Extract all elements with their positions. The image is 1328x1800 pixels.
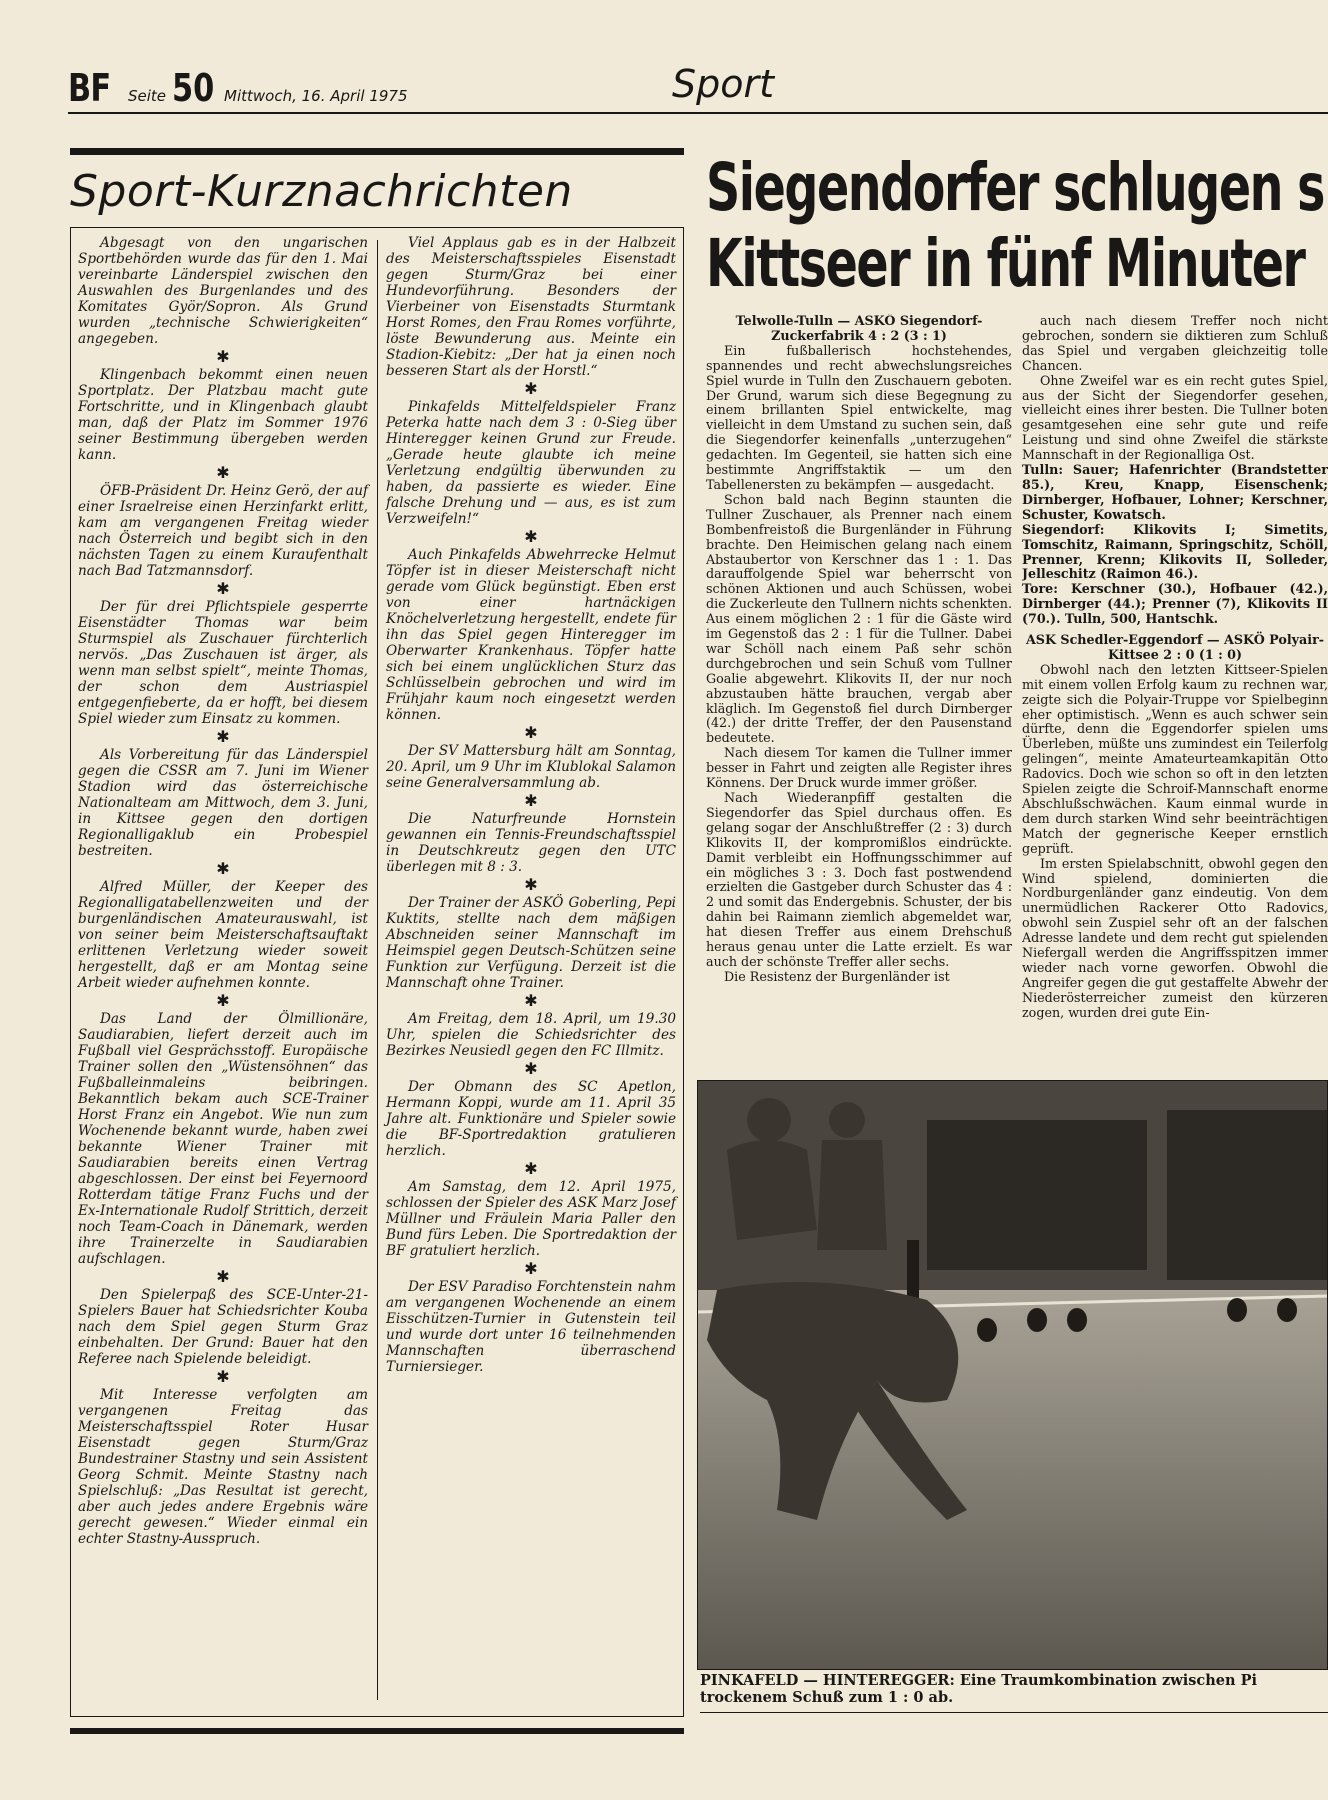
paragraph: Viel Applaus gab es in der Halbzeit des Meisterschaftsspieles Eisenstadt gegen Sturm/Graz bei einer Hundevorführung. Besonders der Vierbeiner von Eisenstadts Sturmtank Horst Romes, den Frau Romes vorführte, löste Bewunderung aus. Meinte ein Stadion-Kiebitz: „Der hat ja einen noch besseren Start als der Horstl.“ (386, 235, 676, 379)
match-header-2: ASK Schedler-Eggendorf — ASKÖ Polyair-Kittsee 2 : 0 (1 : 0) (1025, 632, 1325, 662)
paragraph: Als Vorbereitung für das Länderspiel gegen die CSSR am 7. Juni im Wiener Stadion wird das österreichische Nationalteam am Mittwoch, dem 3. Juni, in Kittsee gegen den dortigen Regionalligaklub ein Probespiel bestreiten. (78, 747, 368, 859)
photo-caption (700, 1672, 1328, 1706)
separator-star-icon (386, 1259, 676, 1279)
match-header: Telwolle-Tulln — ASKÖ Siegendorf-Zuckerfabrik 4 : 2 (3 : 1) (735, 314, 983, 343)
paragraph: Im ersten Spielabschnitt, obwohl gegen den Wind spielend, dominierten die Nordburgenländer ganz eindeutig. Von dem unermüdlichen Rackerer Otto Radovics, obwohl sein Zuspiel sehr oft an der falschen Adresse landete und dem recht gut spielenden Niefergall werden die Angriffsspitzen immer wieder nach vorne geworfen. Obwohl die Angreifer gegen die gut gestaffelte Abwehr der Niederösterreicher zumeist den kürzeren zogen, wurden drei gute Ein- (1022, 855, 1328, 1020)
paragraph: auch nach diesem Treffer noch nicht gebrochen, sondern sie diktieren zum Schluß das Spiel und vergaben gleichzeitig tolle Chancen. (1022, 314, 1328, 373)
goals: Tore: Kerschner (30.), Hofbauer (42.), Dirnberger (44.); Prenner (7), Klikovits II (70.). Tulln, 500, Hantschk. (1022, 581, 1328, 627)
page-number: 50 (172, 66, 215, 110)
page-header (68, 66, 408, 108)
paragraph: Abgesagt von den ungarischen Sportbehörden wurde das für den 1. Mai vereinbarte Länderspiel zwischen den Auswahlen des Burgenlandes und des Komitates Györ/Sopron. Als Grund wurden „technische Schwierigkeiten“ angegeben. (78, 235, 368, 347)
paragraph: Den Spielerpaß des SCE-Unter-21-Spielers Bauer hat Schiedsrichter Kouba nach dem Spiel gegen Sturm Graz einbehalten. Der Grund: Bauer hat den Referee nach Spielende beleidigt. (78, 1287, 368, 1367)
paragraph: Der Obmann des SC Apetlon, Hermann Koppi, wurde am 11. April 35 Jahre alt. Funktionäre und Spieler sowie die BF-Sportredaktion gratulieren herzlich. (386, 1079, 676, 1159)
separator-star-icon (78, 1367, 368, 1387)
separator-star-icon (78, 859, 368, 879)
paragraph: Die Naturfreunde Hornstein gewannen ein Tennis-Freundschaftsspiel in Deutschkreutz gegen den UTC überlegen mit 8 : 3. (386, 811, 676, 875)
caption-line-2: trockenem Schuß zum 1 : 0 ab. (700, 1689, 954, 1706)
separator-star-icon (78, 463, 368, 483)
separator-star-icon (386, 875, 676, 895)
separator-star-icon (386, 791, 676, 811)
paragraph: Alfred Müller, der Keeper des Regionalligatabellenzweiten und der burgenländischen Amateurauswahl, ist von seiner beim Meisterschaftsauftakt erlittenen Verletzung wieder soweit hergestellt, daß er am Montag seine Arbeit wieder aufnehmen konnte. (78, 879, 368, 991)
paragraph: Nach diesem Tor kamen die Tullner immer besser in Fahrt und zeigten alle Register ihres Könnens. Der Druck wurde immer größer. (706, 745, 1012, 791)
paragraph: Am Freitag, dem 18. April, um 19.30 Uhr, spielen die Schiedsrichter des Bezirkes Neusiedl gegen den FC Illmitz. (386, 1011, 676, 1059)
separator-star-icon (386, 1159, 676, 1179)
paragraph: Pinkafelds Mittelfeldspieler Franz Peterka hatte nach dem 3 : 0-Sieg über Hinteregger keinen Grund zur Freude. „Gerade heute glaubte ich meine Verletzung endgültig überwunden zu haben, da passierte es wieder. Eine falsche Drehung und — aus, es ist zum Verzweifeln!“ (386, 399, 676, 527)
feature-bottom-bar (70, 1728, 684, 1734)
separator-star-icon (386, 379, 676, 399)
lineup-siegendorf: Siegendorf: Klikovits I; Simetits, Tomschitz, Raimann, Springschitz, Schöll, Prenner, Krenn; Klikovits II, Solleder, Jelleschitz (Raimon 46.). (1022, 521, 1328, 582)
paragraph: Der Trainer der ASKÖ Goberling, Pepi Kuktits, stellte nach dem mäßigen Abschneiden seiner Mannschaft im Heimspiel gegen Deutsch-Schützen seine Funktion zur Verfügung. Derzeit ist die Mannschaft ohne Trainer. (386, 895, 676, 991)
caption-rule (700, 1712, 1328, 1713)
paragraph: ÖFB-Präsident Dr. Heinz Gerö, der auf einer Israelreise einen Herzinfarkt erlitt, kam am vergangenen Freitag wieder nach Österreich und begibt sich in den nächsten Tagen zu einem Kuraufenthalt nach Bad Tatzmannsdorf. (78, 483, 368, 579)
headline-line-2: Kittseer in fünf Minuter (706, 225, 1305, 302)
paragraph: Der für drei Pflichtspiele gesperrte Eisenstädter Thomas war beim Sturmspiel als Zuschauer fürchterlich nervös. „Das Zuschauen ist ärger, als wenn man selbst spielt“, meinte Thomas, der schon dem Austriaspiel entgegenfieberte, da er hofft, bei diesem Spiel wieder zum Einsatz zu kommen. (78, 599, 368, 727)
section-title: Sport (672, 62, 775, 106)
article-headline (706, 150, 1328, 302)
news-column-2 (386, 235, 676, 1375)
page-label: Seite (128, 87, 167, 105)
separator-star-icon (386, 527, 676, 547)
separator-star-icon (78, 727, 368, 747)
separator-star-icon (386, 723, 676, 743)
feature-title: Sport-Kurznachrichten (70, 166, 573, 217)
paragraph: Klingenbach bekommt einen neuen Sportplatz. Der Platzbau macht gute Fortschritte, und in Klingenbach glaubt man, daß der Platz im Sommer 1976 seiner Bestimmung übergeben werden kann. (78, 367, 368, 463)
paragraph: Schon bald nach Beginn staunten die Tullner Zuschauer, als Prenner nach einem Bombenfreistoß die Burgenländer in Führung brachte. Den Heimischen gelang nach einem Abstaubertor von Kerschner das 1 : 1. Das darauffolgende Spiel war beherrscht von schönen Aktionen und auch Schüssen, wobei die Zuckerleute den Tullnern nichts schenkten. Aus einem möglichen 2 : 1 für die Gäste wird im Gegenstoß das 2 : 1 für die Tullner. Dabei war Schöll nach einem Paß sehr schön durchgebrochen und sein Schuß vom Tullner Goalie abgewehrt. Klikovits II, der nur noch abzustauben hätte brauchen, vergab aber kläglich. Im Gegenstoß fiel durch Dirnberger (42.) der dritte Treffer, der den Pausenstand bedeutete. (706, 491, 1012, 746)
paragraph: Nach Wiederanpfiff gestalten die Siegendorfer das Spiel durchaus offen. Es gelang sogar der Anschlußtreffer (2 : 3) durch Klikovits II, der kompromißlos eindrückte. Damit verbleibt ein Hoffnungsschimmer auf ein mögliches 3 : 3. Doch fast postwendend erzielten die Gastgeber durch Schuster das 4 : 2 und somit das Endergebnis. Schuster, der bis dahin bei Raimann ziemlich abgemeldet war, hat diesen Treffer aus einem Drehschuß heraus genau unter die Latte erzielt. Es war auch der schönste Treffer aller sechs. (706, 790, 1012, 969)
paragraph: Der SV Mattersburg hält am Sonntag, 20. April, um 9 Uhr im Klublokal Salamon seine Generalversammlung ab. (386, 743, 676, 791)
headline-line-1: Siegendorfer schlugen s (706, 150, 1324, 226)
separator-star-icon (386, 1059, 676, 1079)
header-rule (68, 112, 1328, 114)
paragraph: Mit Interesse verfolgten am vergangenen Freitag das Meisterschaftsspiel Roter Husar Eisenstadt gegen Sturm/Graz Bundestrainer Stastny und sein Assistent Georg Schmit. Meinte Stastny nach Spielschluß: „Das Resultat ist gerecht, aber auch jedes andere Ergebnis wäre gerecht gewesen.“ Wieder einmal ein echter Stastny-Ausspruch. (78, 1387, 368, 1547)
separator-star-icon (78, 991, 368, 1011)
paragraph: Am Samstag, dem 12. April 1975, schlossen der Spieler des ASK Marz Josef Müllner und Fräulein Maria Paller den Bund fürs Leben. Die Sportredaktion der BF gratuliert herzlich. (386, 1179, 676, 1259)
paragraph: Obwohl nach den letzten Kittseer-Spielen mit einem vollen Erfolg kaum zu rechnen war, zeigte sich die Polyair-Truppe vor Spielbeginn eher optimistisch. „Wenn es auch schwer sein dürfte, denn die Eggendorfer spielen ums Überleben, müßte uns zumindest ein Teilerfolg gelingen“, meinte Amateurteamkapitän Otto Radovics. Doch wie schon so oft in den letzten Spielen zeigte die Schroif-Mannschaft enorme Abschlußschwächen. Kaum einmal wurde in dem durch starken Wind sehr beeinträchtigen Match der gegnerische Keeper ernstlich geprüft. (1022, 661, 1328, 856)
caption-line-1: PINKAFELD — HINTEREGGER: Eine Traumkombination zwischen Pi (700, 1672, 1257, 1689)
feature-top-bar (70, 148, 684, 155)
column-divider (377, 240, 378, 1700)
paragraph: Der ESV Paradiso Forchtenstein nahm am vergangenen Wochenende an einem Eisschützen-Turnier in Gutenstein teil und wurde dort unter 16 teilnehmenden Mannschaften überraschend Turniersieger. (386, 1279, 676, 1375)
article-column-2 (1022, 314, 1328, 1078)
article-column-1 (706, 314, 1012, 1078)
lineup-tulln: Tulln: Sauer; Hafenrichter (Brandstetter 85.), Kreu, Knapp, Eisenschenk; Dirnberger, Hofbauer, Lohner; Kerschner, Schuster, Kowatsch. (1022, 462, 1328, 522)
separator-star-icon (78, 1267, 368, 1287)
paragraph: Ein fußballerisch hochstehendes, spannendes und recht abwechslungsreiches Spiel wurde in Tulln den Zuschauern geboten. Der Grund, warum sich diese Begegnung zu einem brillanten Spiel entwickelte, mag vielleicht in dem Umstand zu suchen sein, daß die Siegendorfer keinenfalls „unterzugehen“ gedachten. Im Gegenteil, sie hatten sich eine bestimmte Angriffstaktik — um den Tabellenersten zu bekämpfen — ausgedacht. (706, 342, 1012, 492)
paper-logo: BF (68, 66, 111, 110)
paragraph: Auch Pinkafelds Abwehrrecke Helmut Töpfer ist in dieser Meisterschaft nicht gerade vom Glück begünstigt. Eben erst von einer hartnäckigen Knöchelverletzung hergestellt, endete für ihn das Spiel gegen Hinteregger im Oberwarter Krankenhaus. Töpfer hatte sich bei einem unglücklichen Sturz das Schlüsselbein gebrochen und wird im Frühjahr kaum noch eingesetzt werden können. (386, 547, 676, 723)
paragraph: Die Resistenz der Burgenländer ist (724, 968, 950, 984)
news-column-1 (78, 235, 368, 1547)
photo-illustration (697, 1080, 1328, 1670)
match-photo (697, 1080, 1328, 1670)
separator-star-icon (78, 347, 368, 367)
separator-star-icon (386, 991, 676, 1011)
paragraph: Das Land der Ölmillionäre, Saudiarabien, liefert derzeit auch im Fußball viel Gesprächsstoff. Europäische Trainer sollen den „Wüstensöhnen“ das Fußballeinmaleins beibringen. Bekanntlich bekam auch SCE-Trainer Horst Franz ein Angebot. Wie nun zum Wochenende bekannt wurde, haben zwei bekannte Wiener Trainer mit Saudiarabien bereits einen Vertrag abgeschlossen. Der einst bei Feyernoord Rotterdam tätige Franz Fuchs und der Ex-Internationale Rudolf Strittich, derzeit noch Team-Coach in Dänemark, werden ihre Trainerzelte in Saudiarabien aufschlagen. (78, 1011, 368, 1267)
paragraph: Ohne Zweifel war es ein recht gutes Spiel, aus der Sicht der Siegendorfer gesehen, vielleicht eines ihrer besten. Die Tullner boten gesamtgesehen eine sehr gute und reife Leistung und sind ohne Zweifel die stärkste Mannschaft in der Regionalliga Ost. (1022, 372, 1328, 463)
separator-star-icon (78, 579, 368, 599)
issue-date: Mittwoch, 16. April 1975 (224, 87, 408, 105)
